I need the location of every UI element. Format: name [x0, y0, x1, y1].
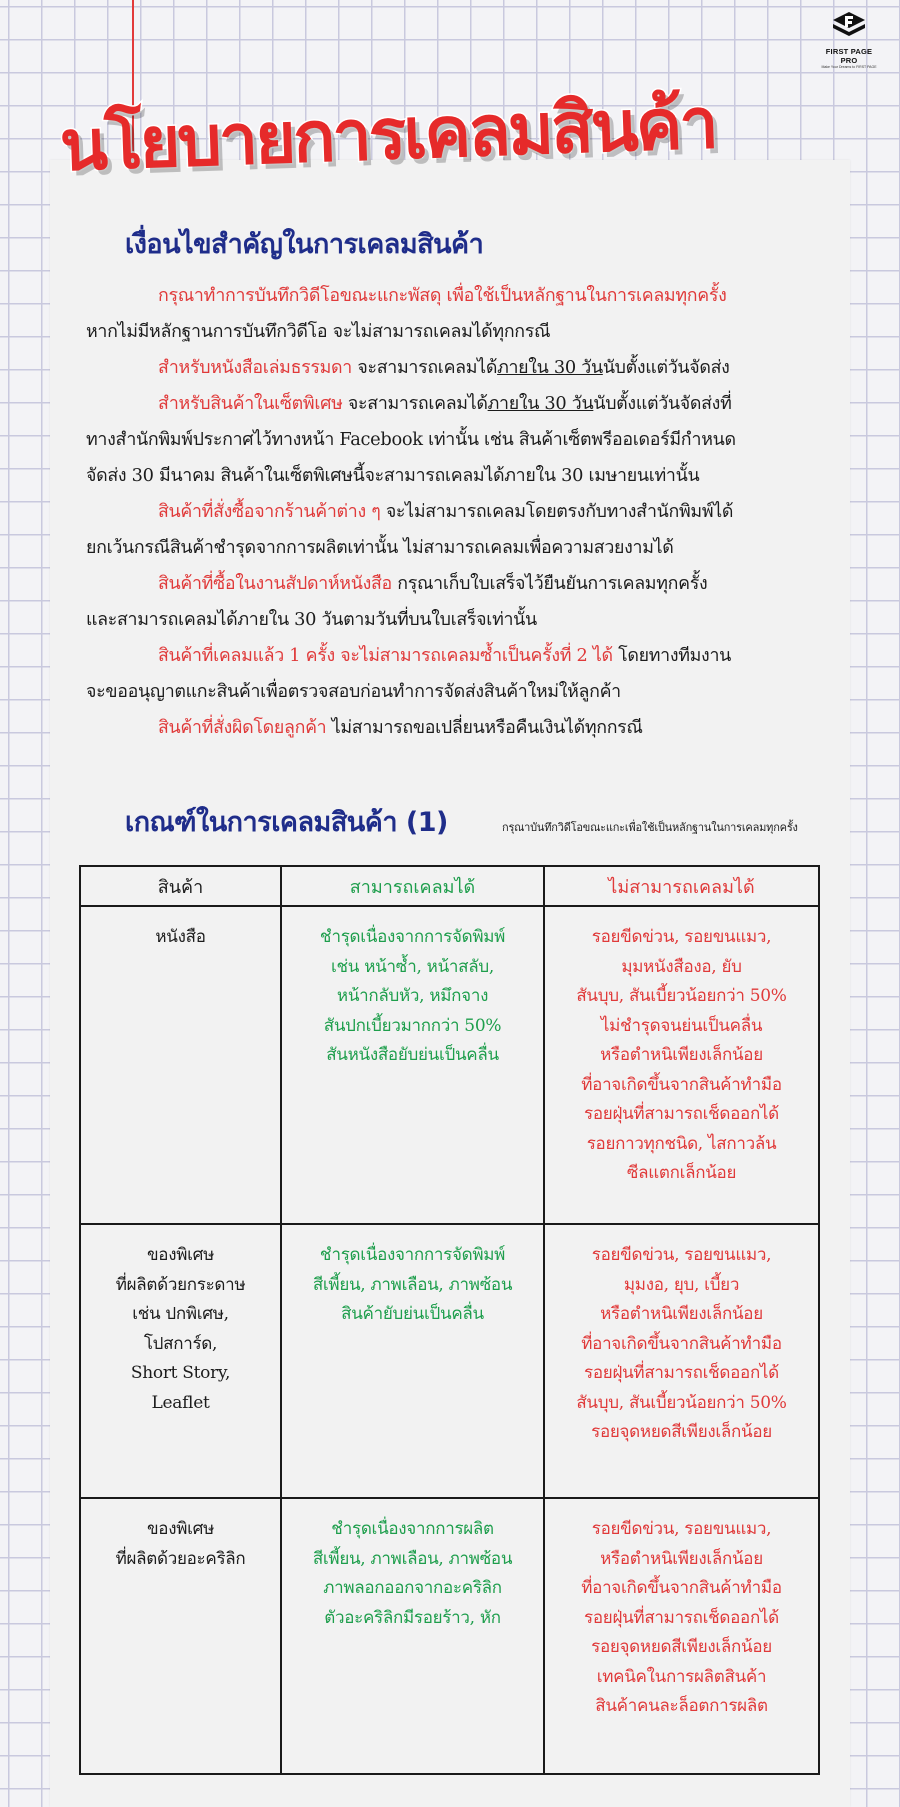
- claimable-cell: [281, 1498, 544, 1774]
- cell-line: สินค้ายับย่นเป็นคลื่น: [341, 1304, 484, 1324]
- cell-line: หรือตำหนิเพียงเล็กน้อย: [600, 1045, 763, 1065]
- product-cell: [80, 1224, 281, 1498]
- criteria-note: กรุณาบันทึกวิดีโอขณะแกะเพื่อใช้เป็นหลักฐานในการเคลมทุกครั้ง: [502, 821, 798, 834]
- cell-line: รอยฝุ่นที่สามารถเช็ดออกได้: [584, 1607, 779, 1628]
- cell-line: รอยฝุ่นที่สามารถเช็ดออกได้: [584, 1363, 779, 1383]
- header-not-claimable: ไม่สามารถเคลมได้: [544, 866, 819, 906]
- table-row: [80, 906, 819, 1224]
- condition-5-line2: และสามารถเคลมได้ภายใน 30 วันตามวันที่บนใบเสร็จเท่านั้น: [86, 609, 537, 630]
- table-row: [80, 1224, 819, 1498]
- condition-2: สำหรับหนังสือเล่มธรรมดา จะสามารถเคลมได้ภายใน 30 วันนับตั้งแต่วันจัดส่ง: [158, 357, 730, 378]
- page-title: นโยบายการเคลมสินค้า: [58, 82, 718, 187]
- cell-line: Leaflet: [151, 1392, 210, 1413]
- claims-table: [79, 865, 820, 1775]
- cell-line: สันบุบ, สันเบี้ยวน้อยกว่า 50%: [576, 1392, 787, 1413]
- claimable-cell: [281, 906, 544, 1224]
- cell-line: หน้ากลับหัว, หมึกจาง: [336, 986, 489, 1006]
- cell-line: สีเพี้ยน, ภาพเลือน, ภาพซ้อน: [312, 1274, 513, 1295]
- cell-line: เช่น ปกพิเศษ,: [132, 1304, 229, 1324]
- cell-line: มุมหนังสืองอ, ยับ: [621, 956, 742, 977]
- condition-6: สินค้าที่เคลมแล้ว 1 ครั้ง จะไม่สามารถเคลมซ้ำเป็นครั้งที่ 2 ได้ โดยทางทีมงาน: [158, 645, 731, 666]
- product-cell: [80, 1498, 281, 1774]
- criteria-heading: เกณฑ์ในการเคลมสินค้า (1): [125, 807, 448, 838]
- conditions-heading: เงื่อนไขสำคัญในการเคลมสินค้า: [125, 229, 484, 260]
- cell-line: ซีลแตกเล็กน้อย: [626, 1163, 737, 1183]
- cell-line: เช่น หน้าซ้ำ, หน้าสลับ,: [331, 956, 494, 977]
- cell-line: ของพิเศษ: [146, 1245, 215, 1265]
- cell-line: หนังสือ: [155, 927, 206, 947]
- condition-3-line3: จัดส่ง 30 มีนาคม สินค้าในเซ็ตพิเศษนี้จะสามารถเคลมได้ภายใน 30 เมษายนเท่านั้น: [86, 465, 700, 486]
- product-cell: [80, 906, 281, 1224]
- cell-line: โปสการ์ด,: [143, 1333, 218, 1354]
- condition-7: สินค้าที่สั่งผิดโดยลูกค้า ไม่สามารถขอเปลี่ยนหรือคืนเงินได้ทุกกรณี: [158, 717, 643, 738]
- cell-line: รอยจุดหยดสีเพียงเล็กน้อย: [591, 1422, 772, 1442]
- cell-line: สันปกเบี้ยวมากกว่า 50%: [323, 1015, 502, 1036]
- cell-line: สันบุบ, สันเบี้ยวน้อยกว่า 50%: [576, 986, 787, 1006]
- not-claimable-cell: [544, 1498, 819, 1774]
- condition-3: สำหรับสินค้าในเซ็ตพิเศษ จะสามารถเคลมได้ภายใน 30 วันนับตั้งแต่วันจัดส่งที่: [158, 393, 732, 414]
- cell-line: ไม่ชำรุดจนย่นเป็นคลื่น: [600, 1015, 763, 1036]
- cell-line: รอยขีดข่วน, รอยขนแมว,: [591, 927, 772, 947]
- cell-line: ที่อาจเกิดขึ้นจากสินค้าทำมือ: [581, 1578, 782, 1598]
- book-logo-icon: [829, 10, 869, 42]
- condition-4: สินค้าที่สั่งซื้อจากร้านค้าต่าง ๆ จะไม่สามารถเคลมโดยตรงกับทางสำนักพิมพ์ได้: [158, 501, 734, 522]
- cell-line: สันหนังสือยับย่นเป็นคลื่น: [326, 1045, 499, 1065]
- brand-logo: [820, 10, 878, 69]
- cell-line: ตัวอะคริลิกมีรอยร้าว, หัก: [324, 1607, 501, 1628]
- condition-3-line2: ทางสำนักพิมพ์ประกาศไว้ทางหน้า Facebook เท่านั้น เช่น สินค้าเซ็ตพรีออเดอร์มีกำหนด: [86, 429, 736, 450]
- cell-line: สินค้าคนละล็อตการผลิต: [595, 1696, 768, 1716]
- condition-1: กรุณาทำการบันทึกวิดีโอขณะแกะพัสดุ เพื่อใช้เป็นหลักฐานในการเคลมทุกครั้ง: [158, 285, 727, 306]
- cell-line: หรือตำหนิเพียงเล็กน้อย: [600, 1548, 763, 1569]
- not-claimable-cell: [544, 906, 819, 1224]
- condition-1-cont: หากไม่มีหลักฐานการบันทึกวิดีโอ จะไม่สามารถเคลมได้ทุกกรณี: [86, 321, 551, 342]
- table-row: [80, 1498, 819, 1774]
- cell-line: ของพิเศษ: [146, 1519, 215, 1539]
- cell-line: ที่ผลิตด้วยอะคริลิก: [115, 1548, 246, 1569]
- conditions-body: [86, 278, 856, 746]
- header-product: สินค้า: [80, 866, 281, 906]
- cell-line: รอยจุดหยดสีเพียงเล็กน้อย: [591, 1637, 772, 1657]
- cell-line: ชำรุดเนื่องจากการจัดพิมพ์: [319, 1245, 506, 1265]
- cell-line: มุมงอ, ยุบ, เบี้ยว: [623, 1274, 740, 1295]
- cell-line: ที่อาจเกิดขึ้นจากสินค้าทำมือ: [581, 1074, 782, 1095]
- cell-line: หรือตำหนิเพียงเล็กน้อย: [600, 1304, 763, 1324]
- cell-line: รอยฝุ่นที่สามารถเช็ดออกได้: [584, 1104, 779, 1124]
- brand-name: FIRST PAGE PRO: [825, 47, 873, 65]
- not-claimable-cell: [544, 1224, 819, 1498]
- claimable-cell: [281, 1224, 544, 1498]
- condition-4-line2: ยกเว้นกรณีสินค้าชำรุดจากการผลิตเท่านั้น ไม่สามารถเคลมเพื่อความสวยงามได้: [86, 537, 674, 558]
- header-claimable: สามารถเคลมได้: [281, 866, 544, 906]
- condition-6-line2: จะขออนุญาตแกะสินค้าเพื่อตรวจสอบก่อนทำการจัดส่งสินค้าใหม่ให้ลูกค้า: [86, 681, 621, 702]
- cell-line: ภาพลอกออกจากอะคริลิก: [323, 1578, 502, 1598]
- cell-line: ชำรุดเนื่องจากการผลิต: [331, 1519, 494, 1539]
- cell-line: ที่อาจเกิดขึ้นจากสินค้าทำมือ: [581, 1333, 782, 1354]
- cell-line: รอยขีดข่วน, รอยขนแมว,: [591, 1245, 772, 1265]
- cell-line: ที่ผลิตด้วยกระดาษ: [115, 1274, 246, 1295]
- cell-line: รอยขีดข่วน, รอยขนแมว,: [591, 1519, 772, 1539]
- cell-line: Short Story,: [130, 1363, 231, 1383]
- cell-line: ชำรุดเนื่องจากการจัดพิมพ์: [319, 927, 506, 947]
- brand-tagline: Make Your Dreams to FIRST PAGE: [821, 65, 877, 69]
- condition-5: สินค้าที่ซื้อในงานสัปดาห์หนังสือ กรุณาเก็บใบเสร็จไว้ยืนยันการเคลมทุกครั้ง: [158, 573, 708, 594]
- cell-line: รอยกาวทุกชนิด, ไสกาวล้น: [586, 1133, 777, 1154]
- table-header-row: [80, 866, 819, 906]
- cell-line: สีเพี้ยน, ภาพเลือน, ภาพซ้อน: [312, 1548, 513, 1569]
- cell-line: เทคนิคในการผลิตสินค้า: [596, 1666, 767, 1687]
